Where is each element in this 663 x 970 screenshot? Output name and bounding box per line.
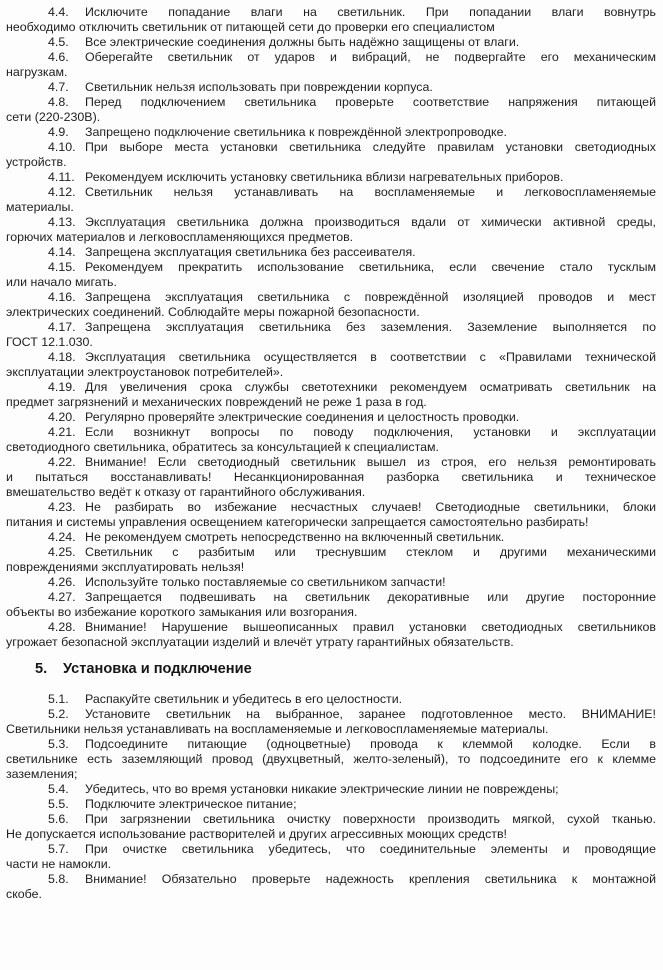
item-text: Внимание! Нарушение вышеописанных правил установки светодиодных светильников bbox=[85, 620, 656, 634]
item-text: Не рекомендуем смотреть непосредственно на включенный светильник. bbox=[85, 530, 505, 544]
paragraph-line bbox=[6, 797, 656, 812]
paragraph-line bbox=[6, 872, 656, 887]
paragraph-line: материалы. bbox=[6, 200, 74, 214]
paragraph-line bbox=[6, 575, 656, 590]
item-text: Перед подключением светильника проверьте соответствие напряжения питающей bbox=[85, 95, 656, 109]
numbered-paragraph bbox=[6, 620, 656, 650]
paragraph-line: электрических соединений. Соблюдайте меры пожарной безопасности. bbox=[6, 305, 420, 319]
item-number: 4.21. bbox=[48, 425, 76, 439]
numbered-paragraph bbox=[6, 320, 656, 350]
item-text: Все электрические соединения должны быть надёжно защищены от влаги. bbox=[85, 35, 520, 49]
paragraph-line bbox=[6, 812, 656, 827]
item-number: 4.28. bbox=[48, 620, 76, 634]
numbered-paragraph bbox=[6, 737, 656, 782]
item-number: 5.4. bbox=[48, 782, 69, 796]
numbered-paragraph bbox=[6, 140, 656, 170]
paragraph-line bbox=[6, 380, 656, 395]
item-text: Внимание! Если светодиодный светильник вышел из строя, его нельзя ремонтировать bbox=[85, 455, 656, 469]
item-text: Эксплуатация светильника осуществляется в соответствии с «Правилами технической bbox=[85, 350, 656, 364]
installation-section bbox=[6, 692, 656, 902]
item-text: Рекомендуем прекратить использование светильника, если свечение стало тусклым bbox=[85, 260, 656, 274]
item-number: 4.17. bbox=[48, 320, 76, 334]
item-text: Подключите электрическое питание; bbox=[85, 797, 297, 811]
item-number: 4.6. bbox=[48, 50, 69, 64]
paragraph-line bbox=[6, 350, 656, 365]
numbered-paragraph bbox=[6, 872, 656, 902]
paragraph-line: ГОСТ 12.1.030. bbox=[6, 335, 93, 349]
numbered-paragraph bbox=[6, 590, 656, 620]
paragraph-line bbox=[6, 185, 656, 200]
paragraph-line bbox=[6, 842, 656, 857]
numbered-paragraph bbox=[6, 245, 656, 260]
item-number: 5.5. bbox=[48, 797, 69, 811]
item-text: При выборе места установки светильника следуйте правилам установки светодиодных bbox=[85, 140, 656, 154]
item-number: 5.1. bbox=[48, 692, 69, 706]
numbered-paragraph bbox=[6, 185, 656, 215]
item-number: 4.7. bbox=[48, 80, 69, 94]
numbered-paragraph bbox=[6, 425, 656, 455]
paragraph-line bbox=[6, 95, 656, 110]
item-text: Если возникнут вопросы по поводу подключения, установки и эксплуатации bbox=[85, 425, 656, 439]
item-text: При загрязнении светильника очистку поверхности производить мягкой, сухой тканью. bbox=[85, 812, 656, 826]
paragraph-line bbox=[6, 35, 656, 50]
safety-rules-section bbox=[6, 5, 656, 650]
item-number: 5.3. bbox=[48, 737, 69, 751]
paragraph-line: питания и системы управления освещением категорически запрещается самостоятельно разбирать! bbox=[6, 515, 589, 529]
paragraph-line bbox=[6, 425, 656, 440]
section-heading-number: 5. bbox=[35, 661, 48, 677]
item-text: Запрещена эксплуатация светильника с повреждённой изоляцией проводов и мест bbox=[85, 290, 656, 304]
numbered-paragraph bbox=[6, 170, 656, 185]
item-text: Светильник нельзя устанавливать на воспламеняемые и легковоспламеняемые bbox=[85, 185, 656, 199]
paragraph-line: части не намокли. bbox=[6, 857, 112, 871]
numbered-paragraph bbox=[6, 455, 656, 500]
numbered-paragraph bbox=[6, 215, 656, 245]
numbered-paragraph bbox=[6, 782, 656, 797]
item-text: Внимание! Обязательно проверьте надежность крепления светильника к монтажной bbox=[85, 872, 656, 886]
numbered-paragraph bbox=[6, 50, 656, 80]
paragraph-line bbox=[6, 620, 656, 635]
numbered-paragraph bbox=[6, 530, 656, 545]
paragraph-line: эксплуатации электроустановок потребителей». bbox=[6, 365, 284, 379]
paragraph-line: необходимо отключить светильник от питающей сети до проверки его специалистом bbox=[6, 20, 495, 34]
item-text: Оберегайте светильник от ударов и вибраций, не подвергайте его механическим bbox=[85, 50, 656, 64]
item-number: 4.11. bbox=[48, 170, 75, 184]
paragraph-line bbox=[6, 692, 656, 707]
item-number: 4.19. bbox=[48, 380, 76, 394]
paragraph-line: угрожает безопасной эксплуатации изделий и влечёт утрату гарантийных обязательств. bbox=[6, 635, 514, 649]
numbered-paragraph bbox=[6, 260, 656, 290]
paragraph-line: и пытаться восстанавливать! Несанкционированная разборка светильника и техническое bbox=[6, 470, 656, 484]
item-number: 4.10. bbox=[48, 140, 76, 154]
item-number: 5.7. bbox=[48, 842, 69, 856]
numbered-paragraph bbox=[6, 692, 656, 707]
paragraph-line: повреждениями эксплуатировать нельзя! bbox=[6, 560, 245, 574]
numbered-paragraph bbox=[6, 797, 656, 812]
paragraph-line: устройств. bbox=[6, 155, 67, 169]
item-text: Установите светильник на выбранное, заранее подготовленное место. ВНИМАНИЕ! bbox=[85, 707, 656, 721]
item-number: 4.25. bbox=[48, 545, 76, 559]
paragraph-line bbox=[6, 290, 656, 305]
item-text: Для увеличения срока службы светотехники рекомендуем осматривать светильник на bbox=[85, 380, 656, 394]
item-number: 4.22. bbox=[48, 455, 76, 469]
item-number: 4.9. bbox=[48, 125, 69, 139]
numbered-paragraph bbox=[6, 410, 656, 425]
numbered-paragraph bbox=[6, 380, 656, 410]
item-number: 5.6. bbox=[48, 812, 69, 826]
paragraph-line: светильнике есть заземляющий провод (двухцветный, желто-зеленый), то подсоедините его к клемме bbox=[6, 752, 656, 766]
item-text: Распакуйте светильник и убедитесь в его целостности. bbox=[85, 692, 403, 706]
paragraph-line: Светильники нельзя устанавливать на воспламеняемые и легковоспламеняемые материалы. bbox=[6, 722, 549, 736]
item-number: 4.27. bbox=[48, 590, 76, 604]
paragraph-line bbox=[6, 545, 656, 560]
numbered-paragraph bbox=[6, 125, 656, 140]
item-text: Убедитесь, что во время установки никакие электрические линии не повреждены; bbox=[85, 782, 559, 796]
paragraph-line: Не допускается использование растворителей и других агрессивных моющих средств! bbox=[6, 827, 507, 841]
item-text: Не разбирать во избежание несчастных случаев! Светодиодные светильники, блоки bbox=[85, 500, 656, 514]
item-number: 4.13. bbox=[48, 215, 76, 229]
item-number: 4.12. bbox=[48, 185, 76, 199]
paragraph-line bbox=[6, 245, 656, 260]
item-number: 4.14. bbox=[48, 245, 76, 259]
paragraph-line: скобе. bbox=[6, 887, 42, 901]
paragraph-line bbox=[6, 590, 656, 605]
item-text: Запрещается подвешивать на светильник декоративные или другие посторонние bbox=[85, 590, 656, 604]
paragraph-line: объекты во избежание короткого замыкания или возгорания. bbox=[6, 605, 358, 619]
item-text: Подсоедините питающие (одноцветные) провода к клеммой колодке. Если в bbox=[85, 737, 656, 751]
paragraph-line bbox=[6, 260, 656, 275]
numbered-paragraph bbox=[6, 290, 656, 320]
item-number: 4.5. bbox=[48, 35, 69, 49]
item-number: 4.23. bbox=[48, 500, 76, 514]
numbered-paragraph bbox=[6, 545, 656, 575]
item-text: Светильник с разбитым или треснувшим стеклом и другими механическими bbox=[85, 545, 656, 559]
paragraph-line: заземления; bbox=[6, 767, 78, 781]
paragraph-line bbox=[6, 320, 656, 335]
paragraph-line bbox=[6, 410, 656, 425]
item-text: Светильник нельзя использовать при повреждении корпуса. bbox=[85, 80, 433, 94]
paragraph-line bbox=[6, 50, 656, 65]
item-text: Исключите попадание влаги на светильник. При попадании влаги вовнутрь bbox=[85, 5, 656, 19]
numbered-paragraph bbox=[6, 812, 656, 842]
numbered-paragraph bbox=[6, 350, 656, 380]
item-text: Рекомендуем исключить установку светильника вблизи нагревательных приборов. bbox=[85, 170, 564, 184]
item-number: 4.8. bbox=[48, 95, 69, 109]
item-number: 4.4. bbox=[48, 5, 69, 19]
item-text: Запрещена эксплуатация светильника без рассеивателя. bbox=[85, 245, 416, 259]
paragraph-line bbox=[6, 140, 656, 155]
numbered-paragraph bbox=[6, 80, 656, 95]
item-number: 5.2. bbox=[48, 707, 69, 721]
item-text: Запрещено подключение светильника к повреждённой электропроводке. bbox=[85, 125, 507, 139]
paragraph-line: светодиодного светильника, обратитесь за консультацией к специалистам. bbox=[6, 440, 439, 454]
paragraph-line bbox=[6, 500, 656, 515]
paragraph-line bbox=[6, 707, 656, 722]
item-text: При очистке светильника убедитесь, что соединительные элементы и проводящие bbox=[85, 842, 656, 856]
item-number: 4.20. bbox=[48, 410, 76, 424]
paragraph-line: вмешательство ведёт к отказу от гарантийного обслуживания. bbox=[6, 485, 366, 499]
section-heading-title: Установка и подключение bbox=[63, 661, 252, 677]
paragraph-line: предмет загрязнений и механических повреждений не реже 1 раза в год. bbox=[6, 395, 427, 409]
paragraph-line: или начало мигать. bbox=[6, 275, 117, 289]
paragraph-line: сети (220-230В). bbox=[6, 110, 101, 124]
item-number: 4.18. bbox=[48, 350, 76, 364]
item-number: 4.15. bbox=[48, 260, 76, 274]
item-text: Используйте только поставляемые со светильником запчасти! bbox=[85, 575, 446, 589]
numbered-paragraph bbox=[6, 35, 656, 50]
numbered-paragraph bbox=[6, 575, 656, 590]
paragraph-line: нагрузкам. bbox=[6, 65, 68, 79]
item-number: 5.8. bbox=[48, 872, 69, 886]
item-number: 4.24. bbox=[48, 530, 76, 544]
numbered-paragraph bbox=[6, 842, 656, 872]
paragraph-line bbox=[6, 170, 656, 185]
paragraph-line bbox=[6, 737, 656, 752]
paragraph-line bbox=[6, 782, 656, 797]
item-text: Запрещена эксплуатация светильника без заземления. Заземление выполняется по bbox=[85, 320, 656, 334]
paragraph-line bbox=[6, 530, 656, 545]
paragraph-line bbox=[6, 5, 656, 20]
numbered-paragraph bbox=[6, 500, 656, 530]
paragraph-line bbox=[6, 125, 656, 140]
numbered-paragraph bbox=[6, 5, 656, 35]
item-number: 4.16. bbox=[48, 290, 76, 304]
numbered-paragraph bbox=[6, 95, 656, 125]
item-text: Регулярно проверяйте электрические соединения и целостность проводки. bbox=[85, 410, 520, 424]
numbered-paragraph bbox=[6, 707, 656, 737]
paragraph-line bbox=[6, 80, 656, 95]
paragraph-line bbox=[6, 215, 656, 230]
section-heading-installation bbox=[6, 659, 656, 679]
paragraph-line: горючих материалов и легковоспламеняющихся предметов. bbox=[6, 230, 354, 244]
paragraph-line bbox=[6, 455, 656, 470]
item-text: Эксплуатация светильника должна производиться вдали от химически активной среды, bbox=[85, 215, 656, 229]
item-number: 4.26. bbox=[48, 575, 76, 589]
